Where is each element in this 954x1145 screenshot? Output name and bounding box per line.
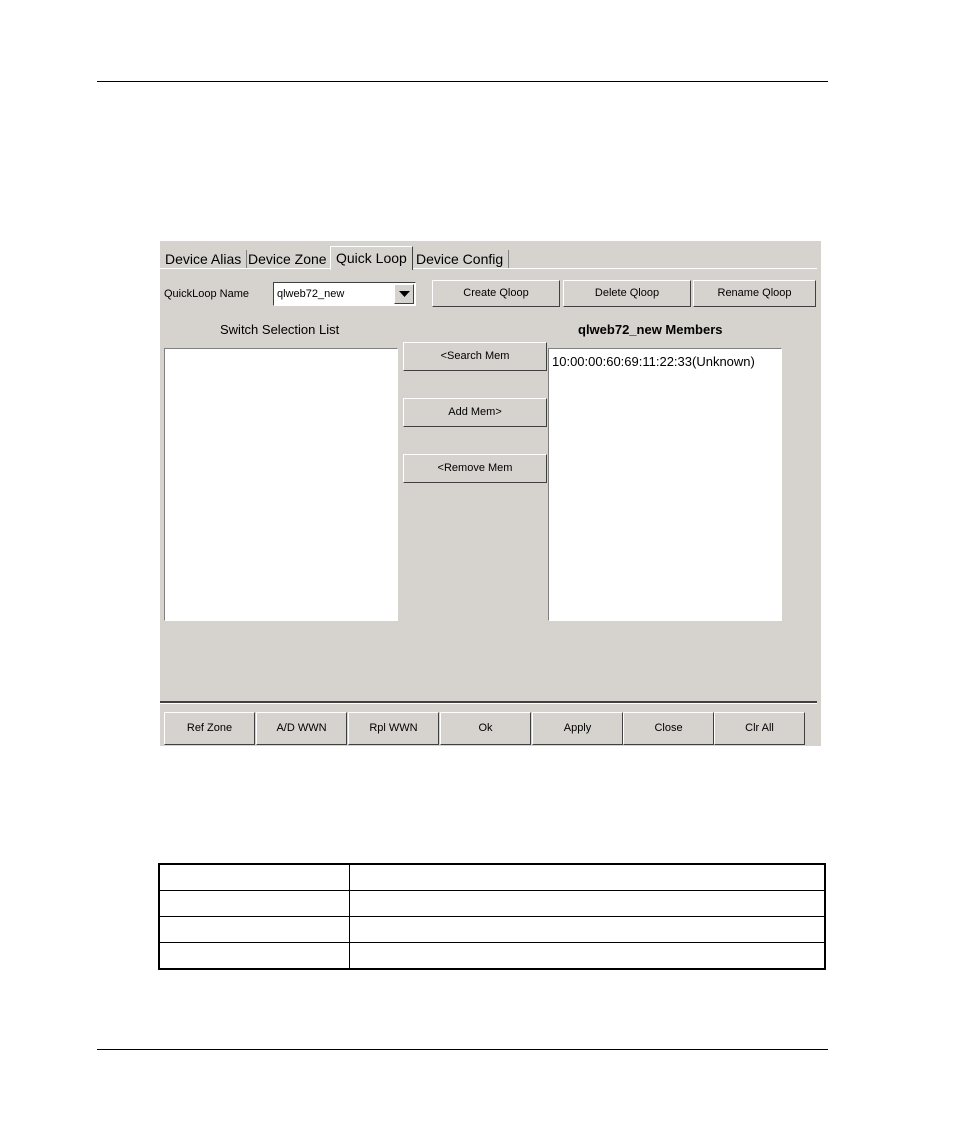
triangle-down-icon	[399, 291, 410, 297]
add-member-button[interactable]: Add Mem>	[403, 398, 547, 427]
list-item[interactable]: 10:00:00:60:69:11:22:33(Unknown)	[552, 354, 755, 369]
add-delete-wwn-button[interactable]: A/D WWN	[256, 712, 347, 745]
switch-list-title: Switch Selection List	[220, 322, 340, 337]
ref-zone-button[interactable]: Ref Zone	[164, 712, 255, 745]
table-cell	[350, 864, 826, 891]
switch-selection-list[interactable]	[164, 348, 398, 621]
close-button[interactable]: Close	[623, 712, 714, 745]
footer-separator-highlight	[160, 703, 817, 704]
members-list-title: qlweb72_new Members	[578, 322, 723, 337]
combo-dropdown-button[interactable]	[394, 284, 414, 304]
delete-qloop-button[interactable]: Delete Qloop	[563, 280, 691, 307]
tab-bar	[160, 241, 821, 269]
table-row	[159, 864, 825, 891]
members-list[interactable]	[548, 348, 782, 621]
create-qloop-button[interactable]: Create Qloop	[432, 280, 560, 307]
tab-strip-edge	[160, 268, 817, 269]
rename-qloop-button[interactable]: Rename Qloop	[693, 280, 816, 307]
table-row	[159, 943, 825, 970]
quickloop-name-select[interactable]	[273, 282, 416, 306]
table-cell	[159, 943, 350, 970]
table-cell	[350, 917, 826, 943]
table-cell	[159, 864, 350, 891]
quickloop-name-value: qlweb72_new	[277, 288, 345, 300]
clear-all-button[interactable]: Clr All	[714, 712, 805, 745]
info-table	[158, 863, 826, 970]
table-cell	[159, 917, 350, 943]
page-header-rule	[97, 81, 828, 82]
apply-button[interactable]: Apply	[532, 712, 623, 745]
table-cell	[159, 891, 350, 917]
table-cell	[350, 891, 826, 917]
quickloop-name-label: QuickLoop Name	[164, 288, 249, 300]
tab-device-config[interactable]: Device Config	[411, 250, 509, 269]
table-cell	[350, 943, 826, 970]
remove-member-button[interactable]: <Remove Mem	[403, 454, 547, 483]
page-footer-rule	[97, 1049, 828, 1050]
table-row	[159, 917, 825, 943]
tab-device-zone[interactable]: Device Zone	[243, 250, 333, 269]
ok-button[interactable]: Ok	[440, 712, 531, 745]
replace-wwn-button[interactable]: Rpl WWN	[348, 712, 439, 745]
search-member-button[interactable]: <Search Mem	[403, 342, 547, 371]
zone-config-dialog	[160, 241, 821, 746]
tab-quick-loop[interactable]: Quick Loop	[330, 246, 413, 270]
table-row	[159, 891, 825, 917]
tab-device-alias[interactable]: Device Alias	[160, 250, 247, 269]
